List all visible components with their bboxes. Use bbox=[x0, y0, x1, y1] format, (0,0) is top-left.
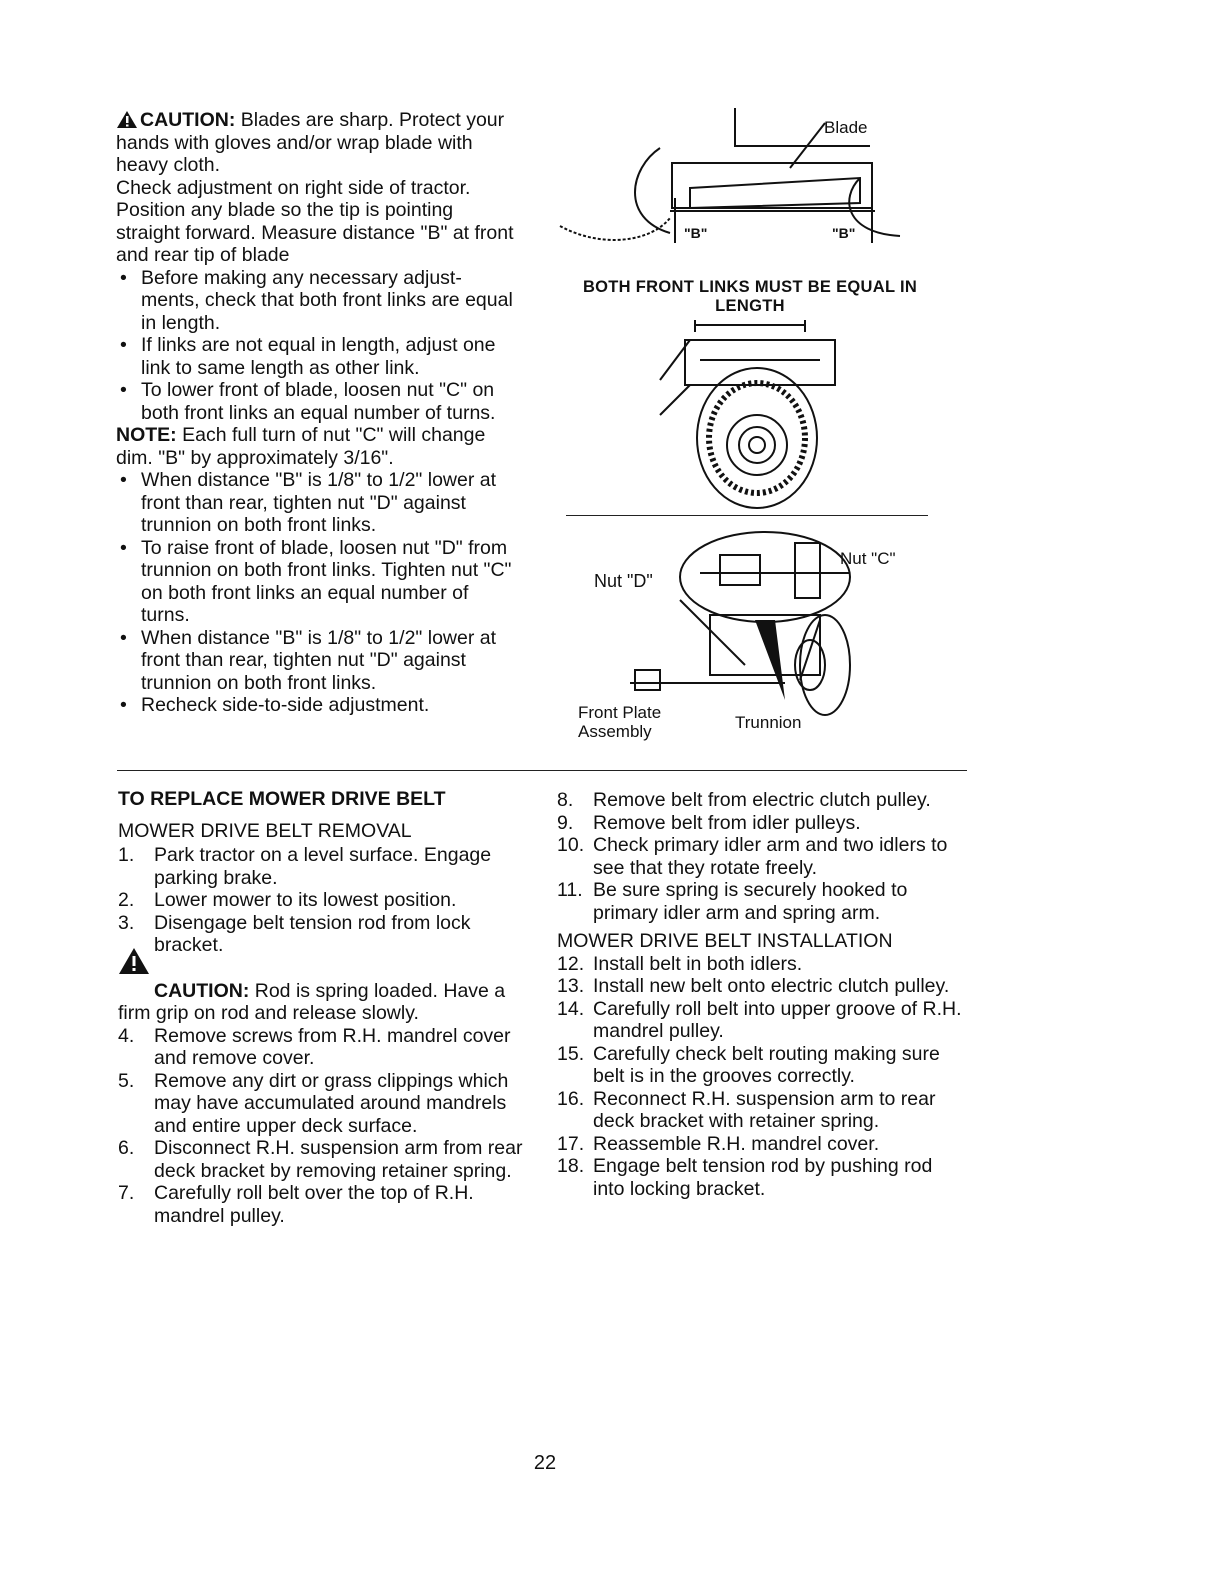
list-item: 9. Remove belt from idler pulleys. bbox=[557, 811, 861, 834]
bullet-list-b bbox=[116, 469, 516, 717]
nut-d-label: Nut "D" bbox=[594, 571, 653, 591]
blade-label: Blade bbox=[824, 118, 868, 137]
section-heading: TO REPLACE MOWER DRIVE BELT bbox=[118, 788, 446, 810]
front-links-caption: BOTH FRONT LINKS MUST BE EQUAL IN LENGTH bbox=[582, 278, 918, 315]
list-item: • When distance "B" is 1/8" to 1/2" lower at front than rear, tighten nut "D" against trunnion on both front links. bbox=[120, 626, 497, 694]
list-item: • If links are not equal in length, adjust one link to same length as other link. bbox=[120, 334, 496, 379]
blade-caution bbox=[116, 107, 516, 177]
warning-triangle-icon bbox=[116, 107, 140, 132]
figure-front-links bbox=[640, 320, 870, 510]
list-item: • When distance "B" is 1/8" to 1/2" lower at front than rear, tighten nut "D" against trunnion on both front links. bbox=[120, 469, 497, 536]
figure-divider bbox=[566, 515, 928, 516]
bullet-list-a bbox=[116, 267, 516, 425]
list-item: 5. Remove any dirt or grass clippings which may have accumulated around mandrels and entire upper deck surface. bbox=[118, 1069, 509, 1137]
list-item: 7. Carefully roll belt over the top of R.H. mandrel pulley. bbox=[118, 1182, 474, 1227]
figure-blade-distance bbox=[560, 108, 920, 258]
list-item: 15. Carefully check belt routing making sure belt is in the grooves correctly. bbox=[557, 1042, 940, 1087]
note bbox=[116, 424, 516, 469]
warning-triangle-icon bbox=[118, 969, 154, 1003]
front-plate-label: Front Plate Assembly bbox=[578, 703, 662, 741]
belt-right-column bbox=[557, 789, 967, 1200]
figure-nut-adjustment bbox=[570, 525, 930, 750]
list-item: 4. Remove screws from R.H. mandrel cover and remove cover. bbox=[118, 1024, 511, 1069]
list-item: • To raise front of blade, loosen nut "D" from trunnion on both front links. Tighten nut "C" on both front links an equal number of turns. bbox=[120, 536, 512, 626]
list-item: 6. Disconnect R.H. suspension arm from rear deck bracket by removing retainer spring. bbox=[118, 1137, 523, 1182]
list-item: 16. Reconnect R.H. suspension arm to rear deck bracket with retainer spring. bbox=[557, 1087, 936, 1132]
b-right-label: "B" bbox=[832, 225, 856, 241]
list-item: • To lower front of blade, loosen nut "C" on both front links an equal number of turns. bbox=[120, 379, 496, 424]
list-item: 3. Disengage belt tension rod from lock bracket. bbox=[118, 911, 471, 956]
rod-caution bbox=[118, 969, 533, 1025]
page-number: 22 bbox=[533, 1452, 557, 1474]
caution-text: Blades are sharp. Protect your hands with gloves and/or wrap blade with heavy cloth. bbox=[116, 109, 505, 176]
note-label: NOTE: bbox=[116, 424, 177, 446]
front-wheel-illustration bbox=[640, 320, 870, 510]
nut-c-label: Nut "C" bbox=[840, 549, 896, 568]
b-left-label: "B" bbox=[684, 225, 708, 241]
list-item: 11. Be sure spring is securely hooked to primary idler arm and spring arm. bbox=[557, 879, 908, 924]
note-text: Each full turn of nut "C" will change dim. "B" by approximately 3/16". bbox=[116, 424, 486, 469]
list-item: 10. Check primary idler arm and two idlers to see that they rotate freely. bbox=[557, 834, 948, 879]
intro-text: Check adjustment on right side of tractor. Position any blade so the tip is pointing straight forward. Measure distance "B" at front and rear tip of blade bbox=[116, 176, 514, 266]
list-item: 14. Carefully roll belt into upper groove of R.H. mandrel pulley. bbox=[557, 997, 962, 1042]
caution-label: CAUTION: bbox=[140, 109, 236, 131]
caution-label: CAUTION: bbox=[154, 979, 250, 1002]
belt-left-column bbox=[118, 788, 533, 1227]
removal-heading: MOWER DRIVE BELT REMOVAL bbox=[118, 819, 412, 842]
list-item: 1. Park tractor on a level surface. Engage parking brake. bbox=[118, 844, 492, 889]
list-item: 2. Lower mower to its lowest position. bbox=[118, 889, 457, 911]
list-item: • Recheck side-to-side adjustment. bbox=[120, 694, 430, 716]
trunnion-label: Trunnion bbox=[735, 713, 802, 732]
section-divider bbox=[117, 770, 967, 771]
blade-adjust-section bbox=[116, 107, 516, 717]
list-item: 18. Engage belt tension rod by pushing rod into locking bracket. bbox=[557, 1155, 933, 1200]
list-item: • Before making any necessary adjust-ments, check that both front links are equal in length. bbox=[120, 266, 513, 334]
caution-text: Rod is spring loaded. Have a firm grip on rod and release slowly. bbox=[118, 979, 506, 1024]
list-item: 8. Remove belt from electric clutch pulley. bbox=[557, 789, 931, 811]
list-item: 13. Install new belt onto electric clutch pulley. bbox=[557, 975, 950, 997]
list-item: 17. Reassemble R.H. mandrel cover. bbox=[557, 1132, 880, 1155]
installation-heading: MOWER DRIVE BELT INSTALLATION bbox=[557, 930, 893, 952]
list-item: 12. Install belt in both idlers. bbox=[557, 952, 803, 975]
